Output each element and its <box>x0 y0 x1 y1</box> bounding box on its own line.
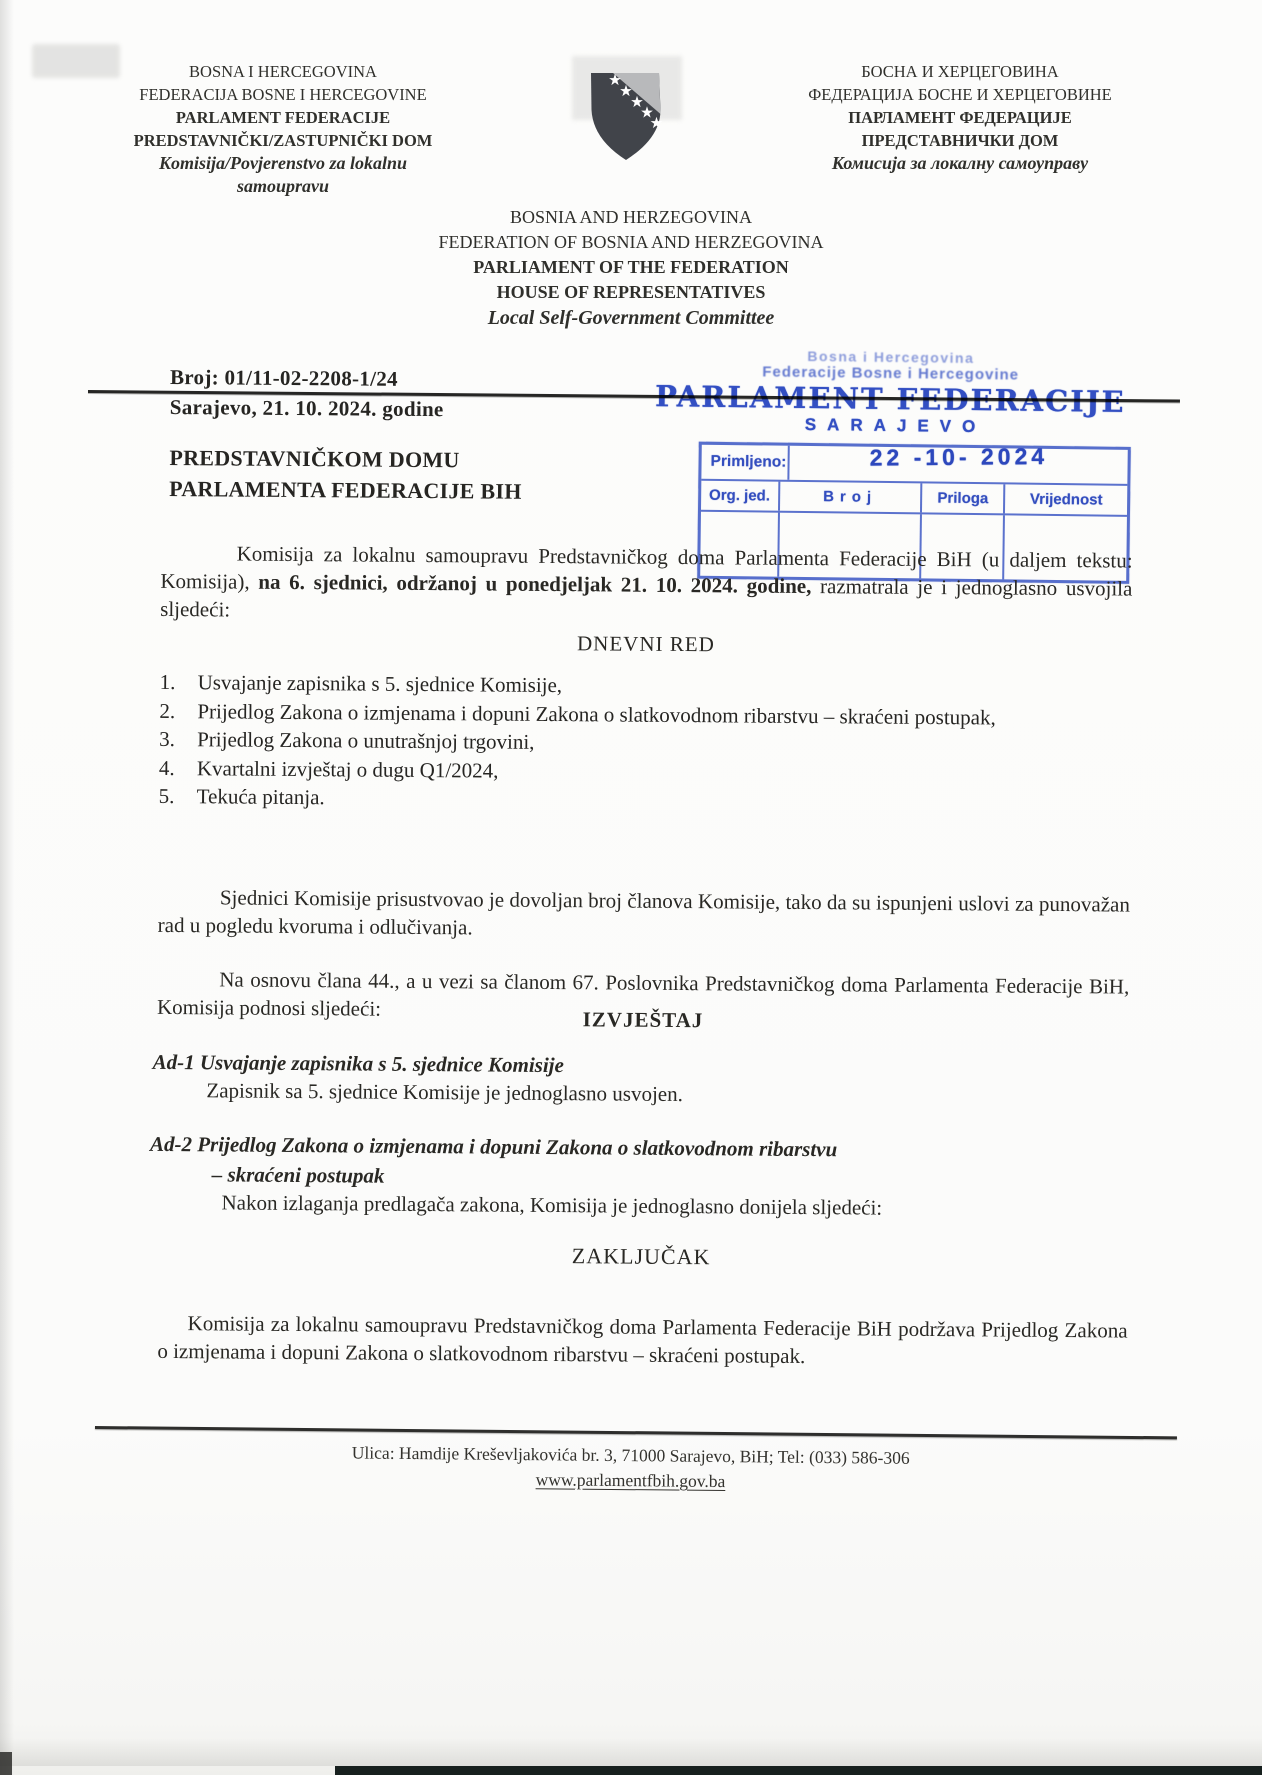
report-title: IZVJEŠTAJ <box>582 1007 704 1033</box>
stamp-country-line: Bosna i Hercegovina <box>807 347 975 367</box>
scan-artifact <box>335 1766 1262 1775</box>
agenda-item-number: 3. <box>159 726 176 752</box>
agenda-item-number: 5. <box>158 783 175 809</box>
footer-website-url: www.parlamentfbih.gov.ba <box>535 1469 726 1492</box>
letterhead-line: ПАРЛАМЕНТ ФЕДЕРАЦИЈЕ <box>848 108 1072 127</box>
letterhead-line: Комисија за локалну самоуправу <box>831 153 1089 173</box>
conclusion-paragraph: Komisija za lokalnu samoupravu Predstavničkog doma Parlamenta Federacije BiH podržava Prijedlog Zakona o izmjenama i dopuni Zakona o slatkovodnom ribarstvu – skraćeni postupak. <box>157 1311 1128 1369</box>
agenda-item-text: Tekuća pitanja. <box>196 784 325 810</box>
addressee-line: PREDSTAVNIČKOM DOMU <box>169 444 460 473</box>
stamp-federation-line: Federacije Bosne i Hercegovine <box>762 363 1020 384</box>
ad2-text: Nakon izlaganja predlagača zakona, Komisija je jednoglasno donijela sljedeći: <box>221 1190 883 1220</box>
ad1-text: Zapisnik sa 5. sjednice Komisije je jednoglasno usvojen. <box>206 1078 684 1107</box>
ad1-heading: Ad-1 Usvajanje zapisnika s 5. sjednice Komisije <box>152 1049 564 1078</box>
letterhead-line: PREDSTAVNIČKI/ZASTUPNIČKI DOM <box>133 131 433 150</box>
agenda-item-text: Usvajanje zapisnika s 5. sjednice Komisije, <box>197 670 563 698</box>
stamp-col-vrijednost: Vrijednost <box>1029 490 1103 509</box>
intro-text: Komisija za lokalnu samoupravu Predstavničkog doma Parlamenta Federacije BiH (u daljem tekstu: Komisija), <box>160 541 1133 594</box>
intro-text: razmatrala je i jednoglasno usvojila sljedeći: <box>160 574 1133 622</box>
intro-session-bold: na 6. sjednici, održanoj u ponedjeljak 21. 10. 2024. godine, <box>258 569 812 599</box>
letterhead-line: BOSNIA AND HERZEGOVINA <box>510 207 752 227</box>
stamp-city: SARAJEVO <box>804 414 987 437</box>
reference-place-date: Sarajevo, 21. 10. 2024. godine <box>169 394 444 422</box>
letterhead-line: PARLAMENT FEDERACIJE <box>175 108 391 127</box>
letterhead-line: samoupravu <box>236 176 330 196</box>
letterhead-line: PARLIAMENT OF THE FEDERATION <box>473 257 789 277</box>
quorum-paragraph: Sjednici Komisije prisustvovao je dovoljan broj članova Komisije, tako da su ispunjeni uslovi za punovažan rad u pogledu kvoruma i odlučivanja. <box>157 885 1131 940</box>
legal-basis-paragraph: Na osnovu člana 44., a u vezi sa članom 67. Poslovnika Predstavničkog doma Parlamenta Federacije BiH, Komisija podnosi sljedeći: <box>156 967 1130 1021</box>
scan-artifact <box>0 1752 12 1775</box>
agenda-item-text: Kvartalni izvještaj o dugu Q1/2024, <box>196 755 499 783</box>
letterhead-line: FEDERACIJA BOSNE I HERCEGOVINE <box>139 85 427 104</box>
footer-divider-rule <box>95 1426 1177 1439</box>
conclusion-title: ZAKLJUČAK <box>571 1243 711 1270</box>
letterhead-line: Komisija/Povjerenstvo za lokalnu <box>158 153 408 173</box>
letterhead-line: FEDERATION OF BOSNIA AND HERZEGOVINA <box>438 232 824 252</box>
agenda-item-text: Prijedlog Zakona o izmjenama i dopuni Zakona o slatkovodnom ribarstvu – skraćeni postupak, <box>197 698 996 729</box>
letterhead-line: ПРЕДСТАВНИЧКИ ДОМ <box>861 131 1059 150</box>
agenda-item-number: 1. <box>159 669 176 695</box>
stamp-date: 22 -10- 2024 <box>869 442 1048 471</box>
agenda-item-number: 2. <box>159 698 176 723</box>
ad2-heading-line1: Ad-2 Prijedlog Zakona o izmjenama i dopuni Zakona o slatkovodnom ribarstvu <box>149 1131 838 1162</box>
stamp-title: PARLAMENT FEDERACIJE <box>654 379 1126 419</box>
stamp-col-priloga: Priloga <box>922 483 1005 513</box>
footer-address: Ulica: Hamdije Kreševljakovića br. 3, 71000 Sarajevo, BiH; Tel: (033) 586-306 <box>351 1442 910 1468</box>
committee-name: Local Self-Government Committee <box>487 307 775 329</box>
reference-number: Broj: 01/11-02-2208-1/24 <box>169 365 398 391</box>
scan-artifact <box>0 1738 1262 1766</box>
ad2-heading-line2: – skraćeni postupak <box>211 1162 385 1188</box>
agenda-item-text: Prijedlog Zakona o unutrašnjoj trgovini, <box>197 727 535 754</box>
letterhead-line: BOSNA I HERCEGOVINA <box>189 62 377 81</box>
stamp-received-label: Primljeno: <box>701 445 789 480</box>
stamp-col-broj: Broj <box>780 482 923 513</box>
letterhead-line: HOUSE OF REPRESENTATIVES <box>496 282 766 302</box>
letterhead-line: БОСНА И ХЕРЦЕГОВИНА <box>861 62 1059 81</box>
addressee-line: PARLAMENTA FEDERACIJE BIH <box>169 475 522 504</box>
agenda-item-number: 4. <box>158 755 175 780</box>
agenda-title: DNEVNI RED <box>576 631 715 657</box>
letterhead-line: ФЕДЕРАЦИЈА БОСНЕ И ХЕРЦЕГОВИНЕ <box>808 85 1112 104</box>
stamp-col-org: Org. jed. <box>701 481 780 511</box>
